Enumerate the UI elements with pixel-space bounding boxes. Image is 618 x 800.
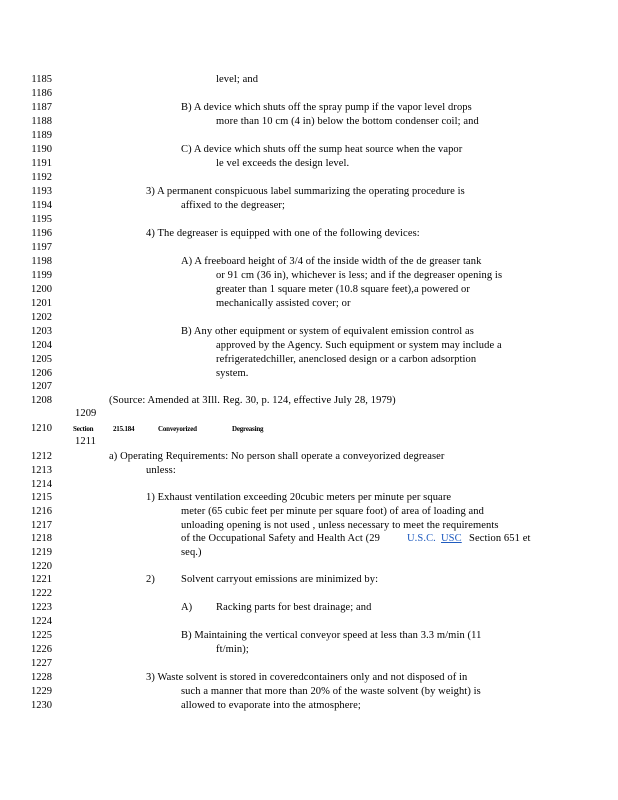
line-number: 1230 <box>31 700 52 711</box>
line-text: meter (65 cubic feet per minute per square foot) of area of loading and <box>181 506 485 517</box>
line-text: 3) Waste solvent is stored in coveredcontainers only and not disposed of in <box>146 672 468 683</box>
line-text: C) A device which shuts off the sump heat source when the vapor <box>181 144 463 155</box>
line-text: greater than 1 square meter (10.8 square feet),a powered or <box>216 284 470 295</box>
line-number: 1204 <box>31 340 52 351</box>
section-number: 215.184 <box>113 425 135 433</box>
line-text: more than 10 cm (4 in) below the bottom condenser coil; and <box>216 116 479 127</box>
line-number: 1222 <box>31 588 52 599</box>
line-text: B) Any other equipment or system of equivalent emission control as <box>181 326 474 337</box>
line-text: a) Operating Requirements: No person shall operate a conveyorized degreaser <box>109 451 445 462</box>
line-number: 1229 <box>31 686 52 697</box>
line-text: of the Occupational Safety and Health Act (29 <box>181 533 380 544</box>
line-number: 1217 <box>31 520 52 531</box>
line-number: 1207 <box>31 381 52 392</box>
line-number: 1226 <box>31 644 52 655</box>
line-number: 1194 <box>31 200 52 211</box>
line-number: 1192 <box>31 172 52 183</box>
line-number: 1215 <box>31 492 52 503</box>
line-number: 1198 <box>31 256 52 267</box>
line-number: 1210 <box>31 423 52 434</box>
usc-link[interactable]: U.S.C. <box>407 533 436 544</box>
line-number: 1202 <box>31 312 52 323</box>
line-number: 1195 <box>31 214 52 225</box>
line-text: le vel exceeds the design level. <box>216 158 350 169</box>
line-text: seq.) <box>181 547 202 558</box>
line-number: 1189 <box>31 130 52 141</box>
line-number: 1186 <box>31 88 52 99</box>
section-label: Section <box>73 425 94 433</box>
line-text: affixed to the degreaser; <box>181 200 286 211</box>
line-number: 1228 <box>31 672 52 683</box>
line-number: 1219 <box>31 547 52 558</box>
line-text: 3) A permanent conspicuous label summarizing the operating procedure is <box>146 186 465 197</box>
line-1218-tail: Section 651 et <box>469 533 531 544</box>
line-number: 1200 <box>31 284 52 295</box>
line-number: 1206 <box>31 368 52 379</box>
line-text: approved by the Agency. Such equipment or system may include a <box>216 340 502 351</box>
line-number: 1225 <box>31 630 52 641</box>
line-number: 1223 <box>31 602 52 613</box>
line-number: 1188 <box>31 116 52 127</box>
line-text: system. <box>216 368 249 379</box>
line-text: or 91 cm (36 in), whichever is less; and if the degreaser opening is <box>216 270 503 281</box>
line-number: 1185 <box>31 74 52 85</box>
line-number-1209: 1209 <box>75 408 97 419</box>
line-number: 1187 <box>31 102 52 113</box>
line-number: 1205 <box>31 354 52 365</box>
line-number: 1208 <box>31 395 52 406</box>
line-number: 1227 <box>31 658 52 669</box>
line-text: ft/min); <box>216 644 249 655</box>
section-title-1: Conveyorized <box>158 425 197 433</box>
line-number: 1201 <box>31 298 52 309</box>
line-number: 1220 <box>31 561 52 572</box>
line-text: A) <box>181 602 193 613</box>
line-number: 1196 <box>31 228 52 239</box>
line-number-1211: 1211 <box>75 436 97 447</box>
line-number: 1190 <box>31 144 52 155</box>
line-number: 1224 <box>31 616 52 627</box>
line-number: 1191 <box>31 158 52 169</box>
line-number: 1199 <box>31 270 52 281</box>
line-text: B) Maintaining the vertical conveyor speed at less than 3.3 m/min (11 <box>181 630 482 641</box>
line-text: unless: <box>146 465 176 476</box>
section-title-2: Degreasing <box>232 425 264 433</box>
line-number: 1221 <box>31 574 52 585</box>
line-text: level; and <box>216 74 259 85</box>
line-text: 2) <box>146 574 155 585</box>
line-text: mechanically assisted cover; or <box>216 298 351 309</box>
line-text: B) A device which shuts off the spray pump if the vapor level drops <box>181 102 472 113</box>
line-text: 4) The degreaser is equipped with one of the following devices: <box>146 228 420 239</box>
line-text: unloading opening is not used , unless necessary to meet the requirements <box>181 520 499 531</box>
line-text: such a manner that more than 20% of the waste solvent (by weight) is <box>181 686 481 697</box>
line-text: (Source: Amended at 3Ill. Reg. 30, p. 124, effective July 28, 1979) <box>109 395 396 406</box>
line-number: 1203 <box>31 326 52 337</box>
line-text: allowed to evaporate into the atmosphere; <box>181 700 361 711</box>
line-number: 1218 <box>31 533 52 544</box>
line-number: 1212 <box>31 451 52 462</box>
usc-link-2[interactable]: USC <box>441 533 462 544</box>
line-number: 1197 <box>31 242 52 253</box>
line-number: 1214 <box>31 479 52 490</box>
line-1221-text: Solvent carryout emissions are minimized by: <box>181 574 379 585</box>
line-text: refrigeratedchiller, anenclosed design or a carbon adsorption <box>216 354 477 365</box>
line-text: 1) Exhaust ventilation exceeding 20cubic meters per minute per square <box>146 492 452 503</box>
line-number: 1193 <box>31 186 52 197</box>
line-text: A) A freeboard height of 3/4 of the inside width of the de greaser tank <box>181 256 482 267</box>
line-number: 1213 <box>31 465 52 476</box>
line-number: 1216 <box>31 506 52 517</box>
line-1223-text: Racking parts for best drainage; and <box>216 602 372 613</box>
